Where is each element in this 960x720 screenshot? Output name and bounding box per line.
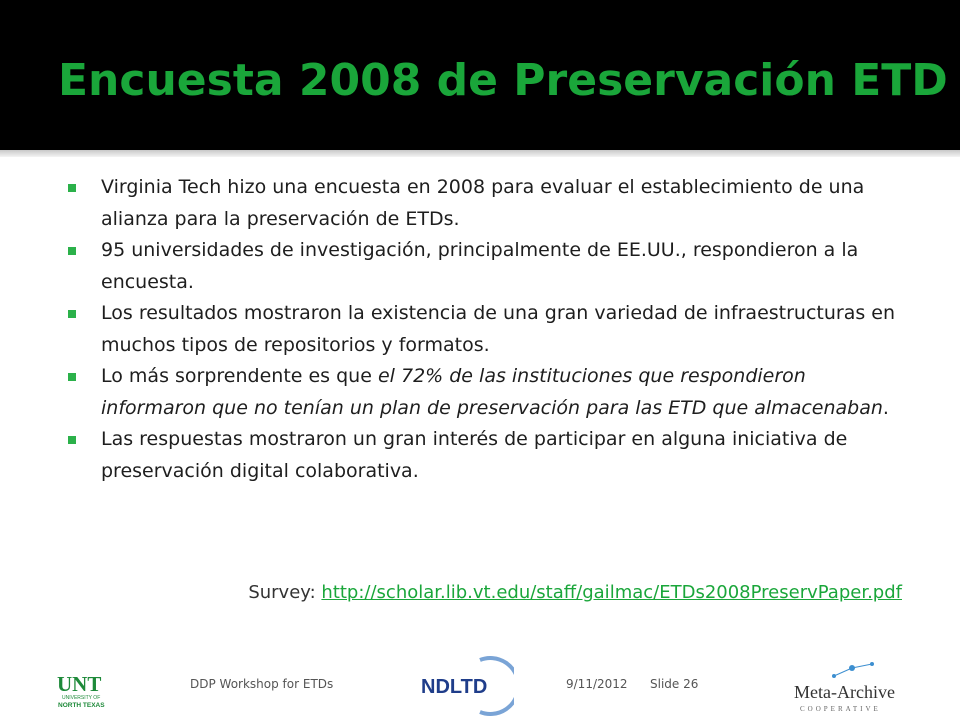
bullet-marker [68, 184, 76, 192]
bullet-text-post: . [882, 396, 889, 419]
meta-archive-logo [790, 656, 910, 716]
bullet-item [66, 424, 902, 487]
bullet-text: 95 universidades de investigación, principalmente de EE.UU., respondieron a la encuesta. [101, 239, 859, 293]
ndltd-logo [418, 656, 514, 716]
bullet-item [66, 298, 902, 361]
footer-workshop-label: DDP Workshop for ETDs [190, 677, 334, 691]
bullet-marker [68, 247, 76, 255]
unt-logo-main: UNT [57, 672, 102, 696]
bullet-marker [68, 436, 76, 444]
slide-title: Encuesta 2008 de Preservación ETD [58, 55, 948, 106]
bullet-item [66, 235, 902, 298]
bullet-item [66, 361, 902, 424]
title-bar [0, 0, 960, 150]
unt-logo-sub1: UNIVERSITY OF [62, 695, 101, 701]
survey-link[interactable]: http://scholar.lib.vt.edu/staff/gailmac/ETDs2008PreservPaper.pdf [321, 582, 902, 603]
footer-slide-number: Slide 26 [650, 677, 699, 691]
meta-archive-logo-sub: COOPERATIVE [800, 705, 881, 713]
footer-date: 9/11/2012 [566, 677, 628, 691]
unt-logo [56, 672, 116, 710]
bullet-text: Las respuestas mostraron un gran interés de participar en alguna iniciativa de preservación digital colaborativa. [101, 428, 848, 482]
bullet-item [66, 172, 902, 235]
bullet-list [66, 172, 902, 487]
bullet-text: Los resultados mostraron la existencia de una gran variedad de infraestructuras en muchos tipos de repositorios y formatos. [101, 302, 896, 356]
unt-logo-sub2: NORTH TEXAS [58, 702, 105, 709]
bullet-marker [68, 310, 76, 318]
bullet-marker [68, 373, 76, 381]
survey-label: Survey: [248, 582, 322, 603]
meta-archive-logo-main: Meta-Archive [794, 682, 895, 702]
bullet-text: Virginia Tech hizo una encuesta en 2008 para evaluar el establecimiento de una alianza para la preservación de ETDs. [101, 176, 865, 230]
bullet-emphasis: el 72% de las instituciones que respondieron informaron que no tenían un plan de preservación para las ETD que almacenaban [101, 365, 883, 419]
bullet-text-pre: Lo más sorprendente es que [101, 365, 378, 387]
survey-line [0, 582, 902, 603]
footer [0, 650, 960, 720]
ndltd-logo-text: NDLTD [421, 676, 488, 698]
